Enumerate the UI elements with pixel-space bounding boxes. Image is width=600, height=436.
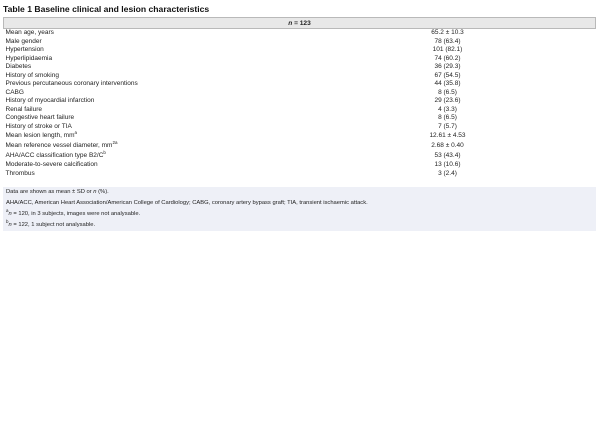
row-label [4,131,300,141]
table-row [4,106,596,115]
row-value: 2.68 ± 0.40 [431,142,464,149]
row-value: 8 (6.5) [438,88,457,96]
row-label-text: Diabetes [5,63,32,70]
table-footnotes [3,187,596,231]
row-value: 101 (82.1) [432,46,463,53]
row-label-superscript: b [103,150,106,155]
row-value: 3 (2.4) [438,169,457,177]
footnote-n-symbol: n [93,188,97,195]
table-row [4,151,596,161]
row-value: 53 (43.4) [434,152,461,159]
row-label [4,97,300,106]
table-row [4,38,596,47]
footnote-n-symbol: n [8,221,12,228]
row-value: 67 (54.5) [434,71,461,79]
table-row [4,46,596,55]
row-label-text: Mean reference vessel diameter, mm [5,142,113,149]
footnote-a [3,209,596,220]
row-label [4,72,300,81]
footnote-marker: b [6,218,9,224]
row-label-text: Previous percutaneous coronary interventions [5,80,138,87]
row-label-text: Mean age, years [5,29,54,36]
table-title: Table 1 Baseline clinical and lesion characteristics [3,4,210,14]
row-value: 65.2 ± 10.3 [431,29,464,36]
footnote-text: = 120, in 3 subjects, images were not analysable. [11,210,141,217]
row-label [4,123,300,132]
table-row [4,29,596,38]
row-label-superscript: 2a [112,140,118,145]
row-label [4,80,300,89]
row-label-text: Congestive heart failure [5,114,75,121]
row-label-text: Hypertension [5,46,44,53]
row-label [4,55,300,64]
row-value: 74 (60.2) [434,54,461,62]
footnote-marker: a [6,207,9,213]
row-label-text: History of myocardial infarction [5,97,95,104]
row-value: 7 (5.7) [438,122,457,130]
table-row [4,123,596,132]
table-row [4,72,596,81]
row-label [4,170,300,179]
row-value: 36 (29.3) [434,63,461,70]
table-row [4,97,596,106]
footnote-data-format [3,187,596,198]
table-row [4,89,596,98]
row-value: 44 (35.8) [434,80,461,87]
row-label-text: Male gender [5,37,42,45]
table-header-row [4,18,596,29]
footnote-text: (%). [96,188,109,195]
table-row [4,114,596,123]
row-value: 13 (10.6) [434,161,461,168]
table-row [4,161,596,170]
table-row [4,131,596,141]
row-label [4,151,300,161]
footnote-n-symbol: n [8,210,12,217]
table-row [4,63,596,72]
row-label-text: Thrombus [5,169,35,177]
row-label [4,106,300,115]
row-label-text: Mean lesion length, mm [5,132,75,139]
row-label-text: Moderate-to-severe calcification [5,161,98,168]
table-row [4,170,596,179]
row-label [4,46,300,55]
footnote-text: = 122, 1 subject not analysable. [11,221,96,228]
baseline-characteristics-table [3,17,596,178]
row-label-text: Renal failure [5,105,42,113]
row-label-superscript: a [74,130,78,135]
table-row [4,55,596,64]
row-label [4,114,300,123]
row-value: 78 (63.4) [434,37,461,45]
row-label [4,63,300,72]
row-label-text: History of smoking [5,71,59,79]
table-row [4,80,596,89]
row-value: 12.61 ± 4.53 [429,132,466,139]
footnote-text: Data are shown as mean ± SD or [6,188,94,195]
row-label-text: History of stroke or TIA [5,122,72,130]
n-symbol: n [288,19,293,27]
row-value: 29 (23.6) [434,97,461,104]
row-label [4,141,300,151]
row-label-text: CABG [5,88,24,96]
sample-size-header [4,18,596,29]
row-label-text: Hyperlipidaemia [5,54,53,62]
table-row [4,141,596,151]
footnote-b [3,220,596,231]
row-label [4,89,300,98]
row-value: 8 (6.5) [438,114,457,121]
sample-size-value: = 123 [292,19,311,27]
row-label-text: AHA/ACC classification type B2/C [5,152,104,159]
footnote-abbreviations: AHA/ACC, American Heart Association/American College of Cardiology; CABG, coronary artery bypass graft; TIA, transient ischaemic attack. [6,199,368,206]
row-label [4,29,300,38]
row-label [4,38,300,47]
row-value: 4 (3.3) [438,105,457,113]
row-label [4,161,300,170]
